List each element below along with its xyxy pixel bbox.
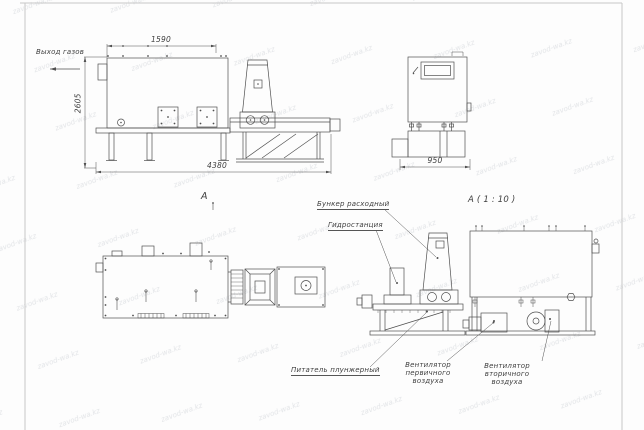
dim-2605: 2605	[73, 93, 83, 114]
secondary-fan-label: Вентилятор вторичного воздуха	[484, 362, 530, 387]
hydro-station-label: Гидростанция	[328, 221, 383, 229]
gas-outlet-label: Выход газов	[36, 48, 85, 56]
feeder-label: Питатель плунжерный	[291, 366, 380, 374]
dim-1590: 1590	[151, 35, 171, 44]
detail-view-title: А ( 1 : 10 )	[468, 195, 516, 205]
dim-4380: 4380	[207, 161, 227, 170]
dim-950: 950	[427, 156, 443, 165]
view-a-letter: А	[201, 191, 208, 202]
primary-fan-label: Вентилятор первичного воздуха	[405, 361, 451, 386]
hopper-label: Бункер расходный	[317, 200, 390, 208]
